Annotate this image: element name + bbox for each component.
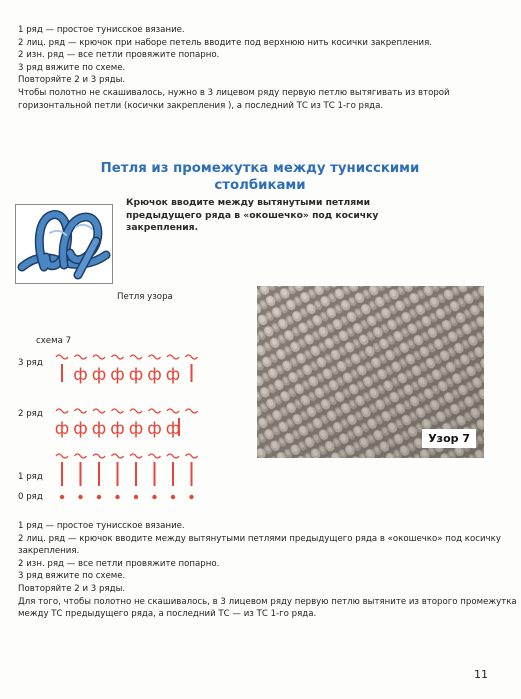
stitch-symbol: ф [147, 365, 162, 385]
chain-dot [115, 495, 119, 499]
chain-dot [134, 495, 138, 499]
intro-text: Крючок вводите между вытянутыми петлями предыдущего ряда в «окошечко» под косичку закрепления. [126, 197, 379, 233]
page-number: 11 [474, 668, 488, 681]
chain-dot [171, 495, 175, 499]
stitch-symbol: ф [147, 419, 162, 439]
tilde-mark [130, 409, 142, 413]
text-line: горизонтальной петли (косички закрепления ), а последний ТС из ТС 1-го ряда. [18, 100, 384, 111]
stitch-symbol: ф [91, 419, 107, 439]
tilde-mark [75, 409, 87, 413]
tilde-mark [93, 355, 105, 359]
row-label-1: 1 ряд [18, 472, 43, 482]
tilde-mark [149, 454, 161, 458]
tilde-mark [149, 355, 161, 359]
stitch-symbol: ф [165, 419, 181, 439]
tilde-mark [130, 454, 142, 458]
heading-line-1: Петля из промежутка между тунисскими [100, 161, 420, 176]
tilde-mark [167, 454, 179, 458]
tilde-mark [75, 454, 87, 458]
text-line: 2 изн. ряд — все петли провяжите попарно. [18, 50, 220, 61]
chain-dot [97, 495, 101, 499]
text-line: 1 ряд — простое тунисское вязание. [18, 521, 185, 531]
tilde-mark [112, 409, 124, 413]
text-line: Повторяйте 2 и 3 ряды. [18, 75, 126, 86]
photo-label: Узор 7 [422, 429, 476, 448]
tilde-mark [112, 454, 124, 458]
text-line: 3 ряд вяжите по схеме. [18, 571, 126, 582]
tilde-mark [186, 409, 198, 413]
stitch-symbol: ф [165, 365, 181, 385]
stitch-symbol: ф [73, 365, 88, 385]
tilde-mark [112, 355, 124, 359]
scheme-title: схема 7 [36, 336, 72, 346]
tilde-mark [56, 355, 68, 359]
text-line: Чтобы полотно не скашивалось, нужно в 3 лицевом ряду первую петлю вытягивать из второй [18, 87, 450, 98]
stitch-symbol: ф [128, 419, 144, 439]
tilde-mark [130, 355, 142, 359]
text-line: закрепления. [18, 546, 80, 557]
row-label-0: 0 ряд [18, 492, 43, 502]
tilde-mark [56, 409, 68, 413]
loop-caption: Петля узора [117, 292, 173, 302]
text-line: 2 лиц. ряд — крючок при наборе петель вводите под верхнюю нить косички закрепления. [18, 37, 432, 48]
stitch-symbol: ф [110, 419, 125, 439]
stitch-symbol: ф [73, 419, 88, 439]
text-line: Для того, чтобы полотно не скашивалось, в 3 лицевом ряду первую петлю вытяните из второго промежутка [18, 596, 517, 607]
tilde-mark [167, 409, 179, 413]
text-line: 3 ряд вяжите по схеме. [18, 62, 126, 73]
text-line: 2 лиц. ряд — крючок вводите между вытянутыми петлями предыдущего ряда в «окошечко» под косичку [18, 533, 501, 544]
tilde-mark [75, 355, 87, 359]
chain-dot [189, 495, 193, 499]
stitch-symbol: ф [91, 365, 107, 385]
heading-line-2: столбиками [214, 177, 306, 193]
text-line: 1 ряд — простое тунисское вязание. [18, 25, 185, 35]
pattern-photo [257, 286, 484, 458]
text-line: Повторяйте 2 и 3 ряды. [18, 583, 126, 594]
tilde-mark [186, 454, 198, 458]
yarn-loop-icon [16, 205, 112, 283]
row-label-2: 2 ряд [18, 409, 43, 419]
tilde-mark [93, 454, 105, 458]
text-line: между ТС предыдущего ряда, а последний ТС — из ТС 1-го ряда. [18, 609, 317, 620]
tilde-mark [167, 355, 179, 359]
loop-illustration [15, 204, 113, 284]
bottom-description [18, 520, 517, 621]
chain-dot [78, 495, 82, 499]
top-description [18, 24, 450, 112]
tilde-mark [93, 409, 105, 413]
stitch-symbol: ф [128, 365, 144, 385]
stitch-symbol: ф [110, 365, 125, 385]
stitch-symbol: ф [54, 419, 70, 439]
section-heading [90, 161, 430, 194]
chain-dot [60, 495, 64, 499]
tilde-mark [186, 355, 198, 359]
knitting-scheme [0, 340, 250, 510]
chain-dot [152, 495, 156, 499]
row-label-3: 3 ряд [18, 358, 43, 368]
text-line: 2 изн. ряд — все петли провяжите попарно. [18, 558, 220, 569]
tilde-mark [149, 409, 161, 413]
tilde-mark [56, 454, 68, 458]
